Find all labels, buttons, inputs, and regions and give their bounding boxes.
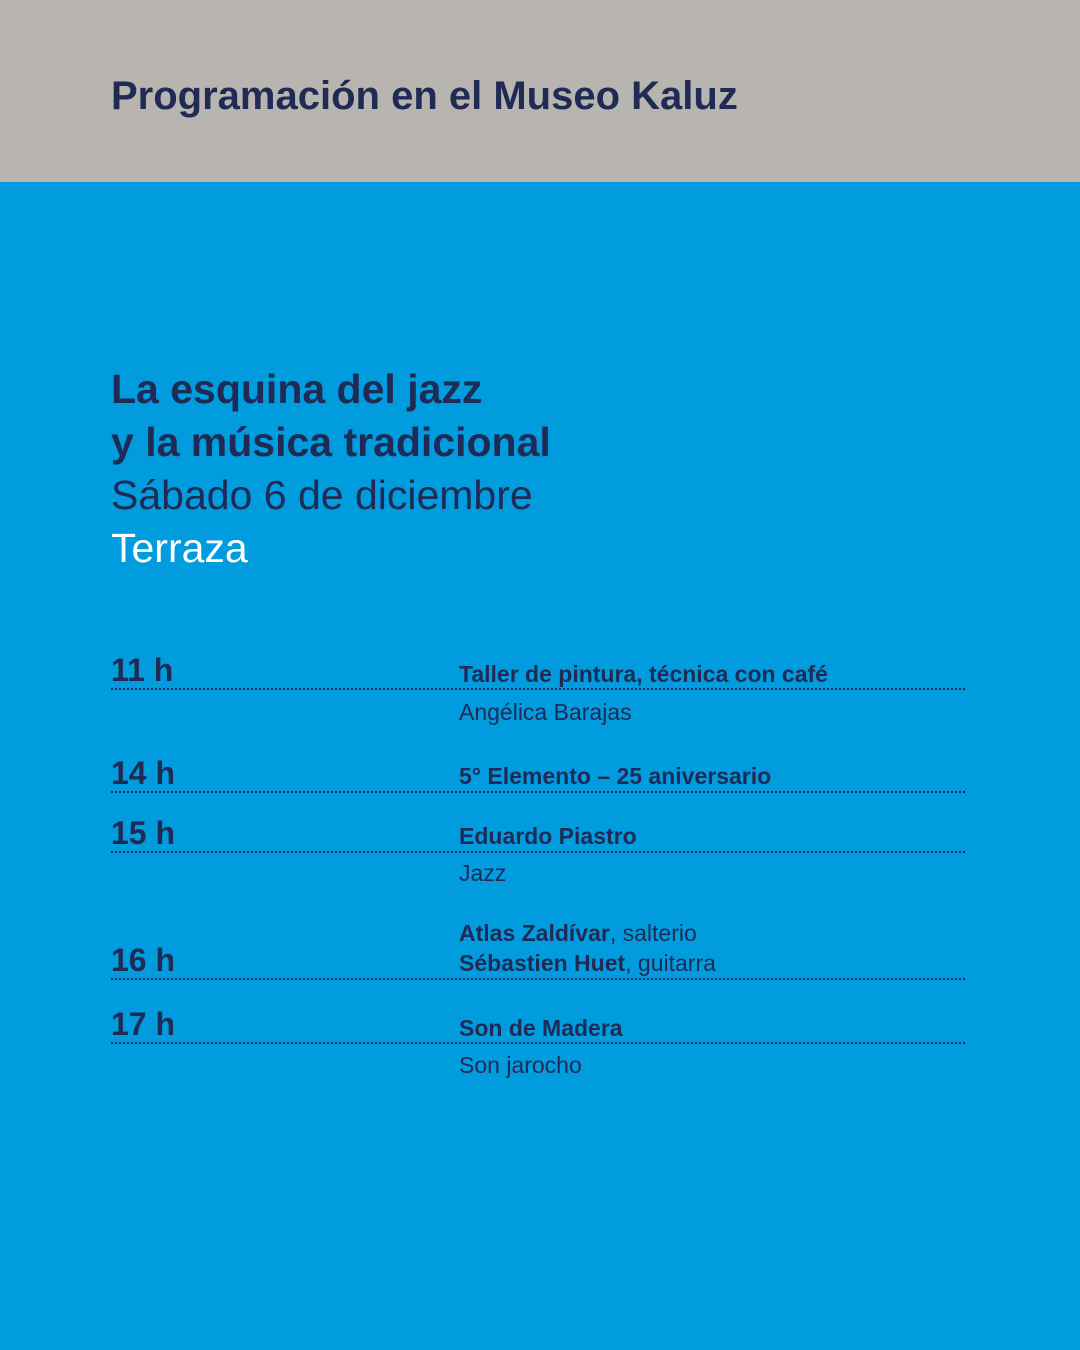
- dotted-divider: [111, 791, 965, 793]
- schedule-time: 16 h: [111, 942, 176, 978]
- event-title: [111, 363, 551, 469]
- event-title-line-1: La esquina del jazz: [111, 366, 483, 412]
- event-title-line-2: y la música tradicional: [111, 419, 551, 465]
- schedule-subtitle: Jazz: [459, 860, 507, 886]
- schedule-title: Eduardo Piastro: [459, 823, 637, 849]
- dotted-divider: [111, 688, 965, 690]
- schedule-performer: Atlas Zaldívar, salterio: [459, 920, 697, 946]
- event-date: Sábado 6 de diciembre: [111, 472, 533, 518]
- schedule-title: 5° Elemento – 25 aniversario: [459, 763, 772, 789]
- schedule-subtitle: Angélica Barajas: [459, 699, 632, 725]
- schedule-title: Taller de pintura, técnica con café: [459, 661, 828, 687]
- schedule-performer: Sébastien Huet, guitarra: [459, 950, 716, 976]
- dotted-divider: [111, 851, 965, 853]
- schedule-subtitle: Son jarocho: [459, 1052, 582, 1078]
- schedule-time: 15 h: [111, 815, 176, 851]
- dotted-divider: [111, 978, 965, 980]
- event-venue: Terraza: [111, 525, 248, 571]
- page-title: Programación en el Museo Kaluz: [111, 74, 738, 118]
- schedule-time: 11 h: [111, 652, 174, 688]
- schedule-title: Son de Madera: [459, 1015, 623, 1041]
- schedule-time: 14 h: [111, 755, 176, 791]
- header-bar: [0, 0, 1080, 182]
- event-info: [111, 363, 551, 575]
- schedule-time: 17 h: [111, 1006, 176, 1042]
- dotted-divider: [111, 1042, 965, 1044]
